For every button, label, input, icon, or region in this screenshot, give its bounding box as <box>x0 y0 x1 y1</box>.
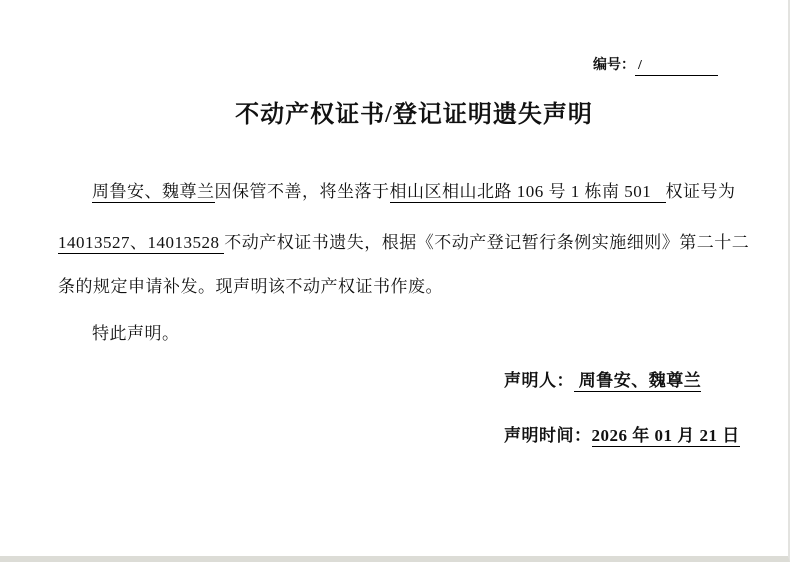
body-text: 因保管不善，将坐落于 <box>214 182 390 201</box>
serial-label: 编号： <box>593 58 635 73</box>
body-line-3 <box>58 272 443 297</box>
property-address: 相山区相山北路 106 号 1 栋南 501 <box>389 182 666 201</box>
declarant-names: 周鲁安、魏尊兰 <box>92 182 215 201</box>
document-title: 不动产权证书/登记证明遗失声明 <box>235 102 593 128</box>
declaration-date-line <box>504 421 740 446</box>
date-value: 2026 年 01 月 21 日 <box>591 426 740 445</box>
closing-statement <box>58 319 180 344</box>
declarant-line <box>504 366 701 391</box>
serial-value-underline: / <box>635 58 718 76</box>
declarant-label: 声明人： <box>504 371 574 390</box>
body-text: 不动产权证书遗失，根据《不动产登记暂行条例实施细则》第二十二 <box>224 233 750 252</box>
body-line-2 <box>58 228 749 253</box>
date-label: 声明时间： <box>504 426 592 445</box>
body-text: 条的规定申请补发。现声明该不动产权证书作废。 <box>58 277 443 296</box>
serial-number-field <box>593 54 718 76</box>
closing-text: 特此声明。 <box>92 324 180 343</box>
declarant-name-value: 周鲁安、魏尊兰 <box>574 371 702 390</box>
certificate-numbers: 14013527、14013528 <box>58 233 225 252</box>
body-text: 权证号为 <box>665 182 736 201</box>
body-line-1 <box>58 177 736 202</box>
